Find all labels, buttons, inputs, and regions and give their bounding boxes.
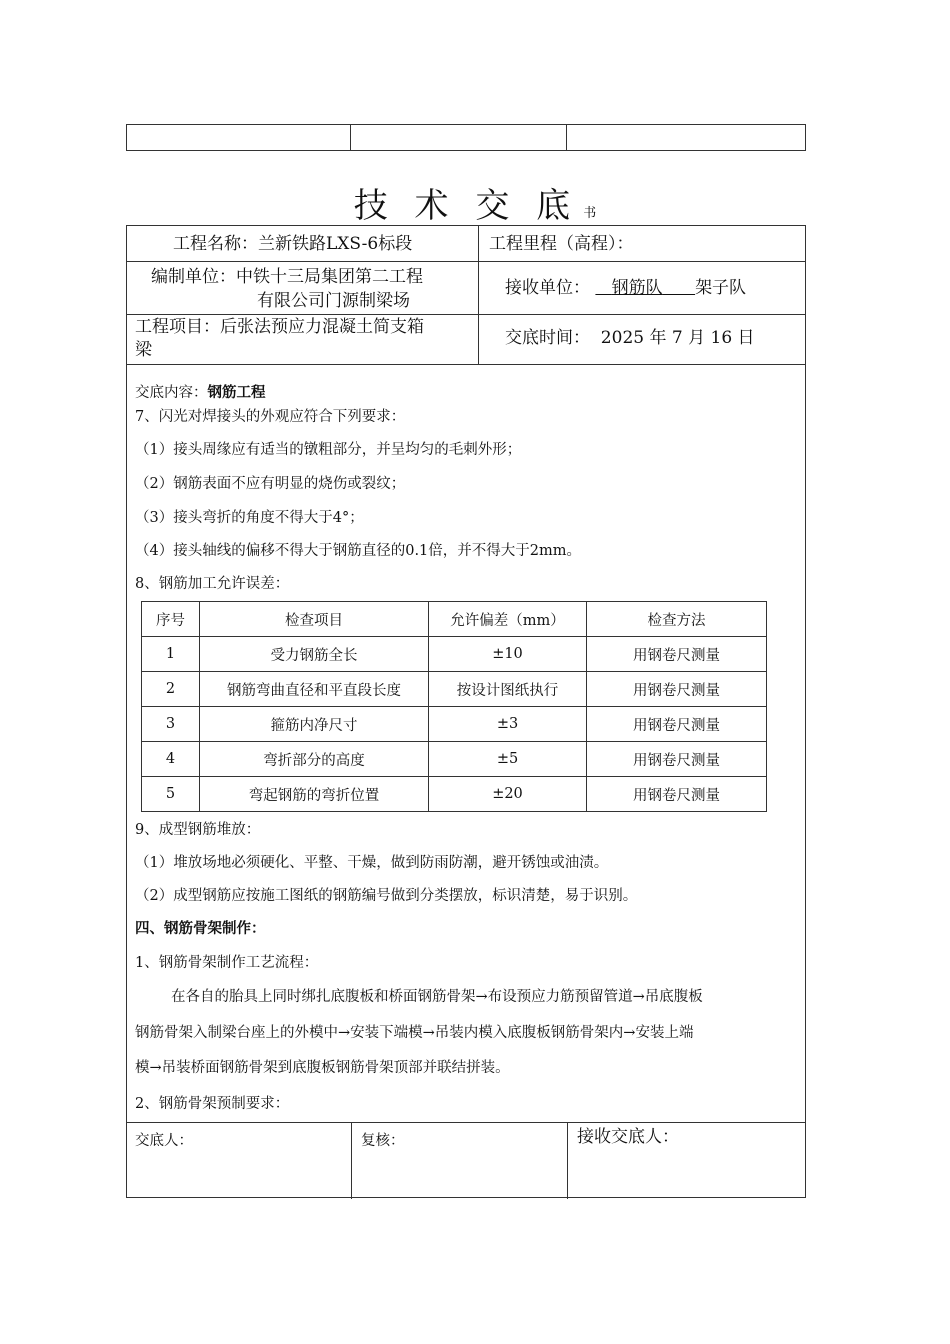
table-cell: 用钢卷尺测量 [587,672,767,707]
table-row [142,777,767,812]
content-line: 在各自的胎具上同时绑扎底腹板和桥面钢筋骨架→布设预应力筋预留管道→吊底腹板 [171,989,703,1005]
table-header-row [142,602,767,637]
content-line: 2、钢筋骨架预制要求： [135,1096,290,1112]
table-cell: ±3 [429,707,587,742]
content-line: 8、钢筋加工允许误差： [135,576,290,592]
project-name: 工程名称：兰新铁路LXS-6标段 [173,234,413,254]
table-cell: 用钢卷尺测量 [587,707,767,742]
document-title [0,178,950,227]
content-line: 1、钢筋骨架制作工艺流程： [135,955,319,971]
receiver-person: 接收交底人： [577,1127,679,1147]
content-line: （4）接头轴线的偏移不得大于钢筋直径的0.1倍，并不得大于2mm。 [135,543,582,559]
table-row [142,707,767,742]
receiver-team-underlined [595,278,695,298]
table-cell: 用钢卷尺测量 [587,777,767,812]
table-row [142,637,767,672]
section-heading: 四、钢筋骨架制作： [135,920,266,937]
content-line: 7、闪光对焊接头的外观应符合下列要求： [135,409,406,425]
content-line: （2）钢筋表面不应有明显的烧伤或裂纹； [135,476,406,492]
project-item-line1: 工程项目：后张法预应力混凝土简支箱 [135,317,424,337]
project-item-line2: 梁 [135,340,152,360]
table-cell: 用钢卷尺测量 [587,637,767,672]
top-blank-cell [567,125,805,150]
table-header-cell: 允许偏差（mm） [429,602,587,637]
table-cell: 受力钢筋全长 [200,637,429,672]
top-blank-cell [127,125,351,150]
title-main: 技 术 交 底 [353,186,579,226]
content-line: 模→吊装桥面钢筋骨架到底腹板钢筋骨架顶部并联结拼装。 [135,1060,510,1076]
content-line: （2）成型钢筋应按施工图纸的钢筋编号做到分类摆放，标识清楚，易于识别。 [135,888,638,904]
top-blank-table [126,124,806,151]
table-cell: 4 [142,742,200,777]
table-cell: 2 [142,672,200,707]
table-cell: 5 [142,777,200,812]
table-cell: 箍筋内净尺寸 [200,707,429,742]
content-line: （1）接头周缘应有适当的镦粗部分，并呈均匀的毛刺外形； [135,442,522,458]
table-cell: 1 [142,637,200,672]
table-cell: 弯起钢筋的弯折位置 [200,777,429,812]
content-line: （3）接头弯折的角度不得大于4°； [135,510,364,526]
table-cell: 3 [142,707,200,742]
handover-form [126,225,806,1198]
intro-label: 交底内容： [135,385,208,401]
receiver-team2: 架子队 [695,278,747,298]
project-mileage: 工程里程（高程）： [489,234,634,254]
intro-value: 钢筋工程 [207,384,266,401]
top-blank-cell [351,125,567,150]
title-suffix: 书 [583,206,597,221]
handover-time: 交底时间： 2025 年 7 月 16 日 [505,328,755,348]
handover-person: 交底人： [135,1133,193,1149]
table-cell: 按设计图纸执行 [429,672,587,707]
reviewer: 复核： [361,1133,405,1149]
content-intro [135,381,266,402]
table-row [142,742,767,777]
table-cell: 弯折部分的高度 [200,742,429,777]
table-cell: 用钢卷尺测量 [587,742,767,777]
table-header-cell: 序号 [142,602,200,637]
receiver-unit [505,277,746,299]
receiver-label: 接收单位： [505,278,590,298]
table-cell: ±20 [429,777,587,812]
table-cell: 钢筋弯曲直径和平直段长度 [200,672,429,707]
content-line: （1）堆放场地必须硬化、平整、干燥，做到防雨防潮，避开锈蚀或油渍。 [135,855,609,871]
table-cell: ±10 [429,637,587,672]
compiler-unit-line1: 编制单位：中铁十三局集团第二工程 [151,267,423,287]
tolerance-table [141,601,767,812]
table-header-cell: 检查项目 [200,602,429,637]
table-row [142,672,767,707]
table-cell: ±5 [429,742,587,777]
content-line: 钢筋骨架入制梁台座上的外模中→安装下端模→吊装内模入底腹板钢筋骨架内→安装上端 [135,1025,694,1041]
table-header-cell: 检查方法 [587,602,767,637]
compiler-unit-line2: 有限公司门源制梁场 [257,291,410,311]
receiver-team: 钢筋队 [611,278,663,298]
content-line: 9、成型钢筋堆放： [135,822,261,838]
